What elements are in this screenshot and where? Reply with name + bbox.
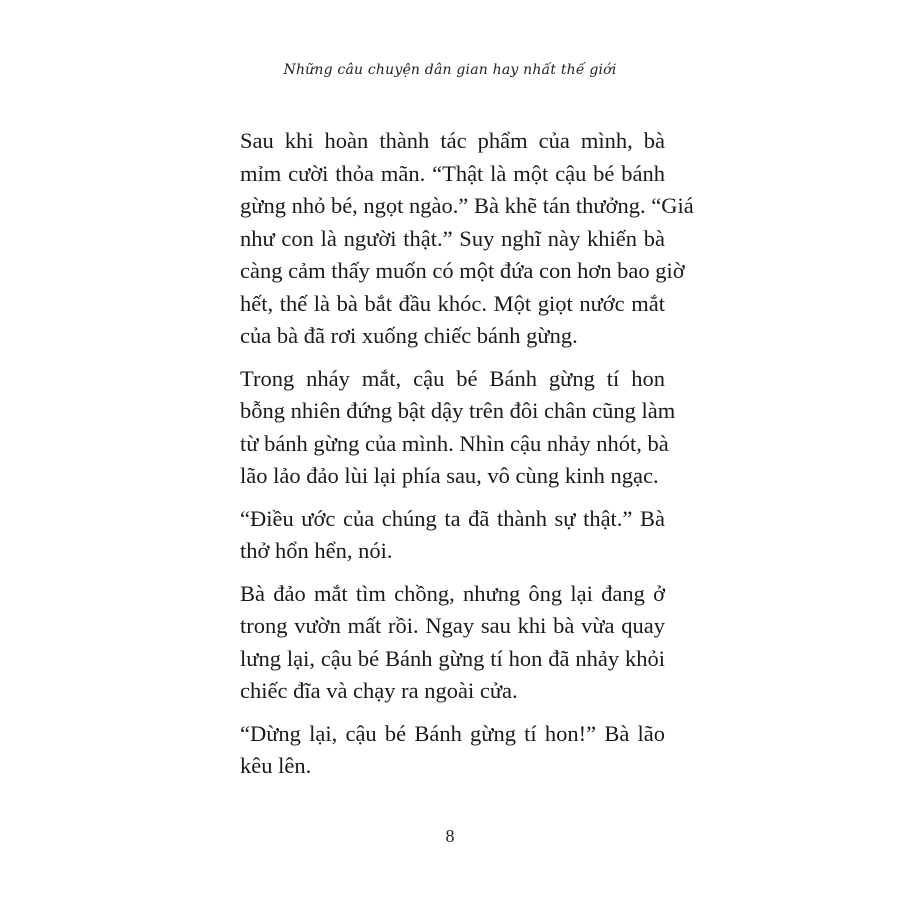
text-line: thở hổn hển, nói. [240,538,393,563]
text-line: lão lảo đảo lùi lại phía sau, vô cùng kinh ngạc. [240,463,659,488]
text-line: kêu lên. [240,753,312,778]
text-line: Bà đảo mắt tìm chồng, nhưng ông lại đang ở [240,580,665,606]
text-line: từ bánh gừng của mình. Nhìn cậu nhảy nhót, bà [240,430,669,456]
text-line: “Điều ước của chúng ta đã thành sự thật.” Bà [240,505,665,531]
text-line: mỉm cười thỏa mãn. “Thật là một cậu bé bánh [240,160,665,186]
paragraph-5 [240,718,665,783]
paragraph-2 [240,363,676,493]
text-line: như con là người thật.” Suy nghĩ này khiến bà [240,225,665,251]
text-line: “Dừng lại, cậu bé Bánh gừng tí hon!” Bà lão [240,720,665,746]
text-line: hết, thế là bà bắt đầu khóc. Một giọt nước mắt [240,290,665,316]
text-line: gừng nhỏ bé, ngọt ngào.” Bà khẽ tán thưởng. “Giá [240,193,694,218]
page-number: 8 [445,826,455,846]
text-line: chiếc đĩa và chạy ra ngoài cửa. [240,678,518,703]
text-line: bỗng nhiên đứng bật dậy trên đôi chân cũng làm [240,398,676,423]
text-line: của bà đã rơi xuống chiếc bánh gừng. [240,323,578,348]
text-line: càng cảm thấy muốn có một đứa con hơn bao giờ [240,258,685,283]
paragraph-4 [240,578,665,708]
text-line: Sau khi hoàn thành tác phẩm của mình, bà [240,128,665,153]
body-text [240,125,694,793]
paragraph-3 [240,503,665,568]
paragraph-1 [240,125,694,353]
text-line: trong vườn mất rồi. Ngay sau khi bà vừa quay [240,613,665,638]
running-header: Những câu chuyện dân gian hay nhất thế giới [283,62,617,78]
text-line: Trong nháy mắt, cậu bé Bánh gừng tí hon [240,365,665,391]
text-line: lưng lại, cậu bé Bánh gừng tí hon đã nhảy khỏi [240,645,665,671]
